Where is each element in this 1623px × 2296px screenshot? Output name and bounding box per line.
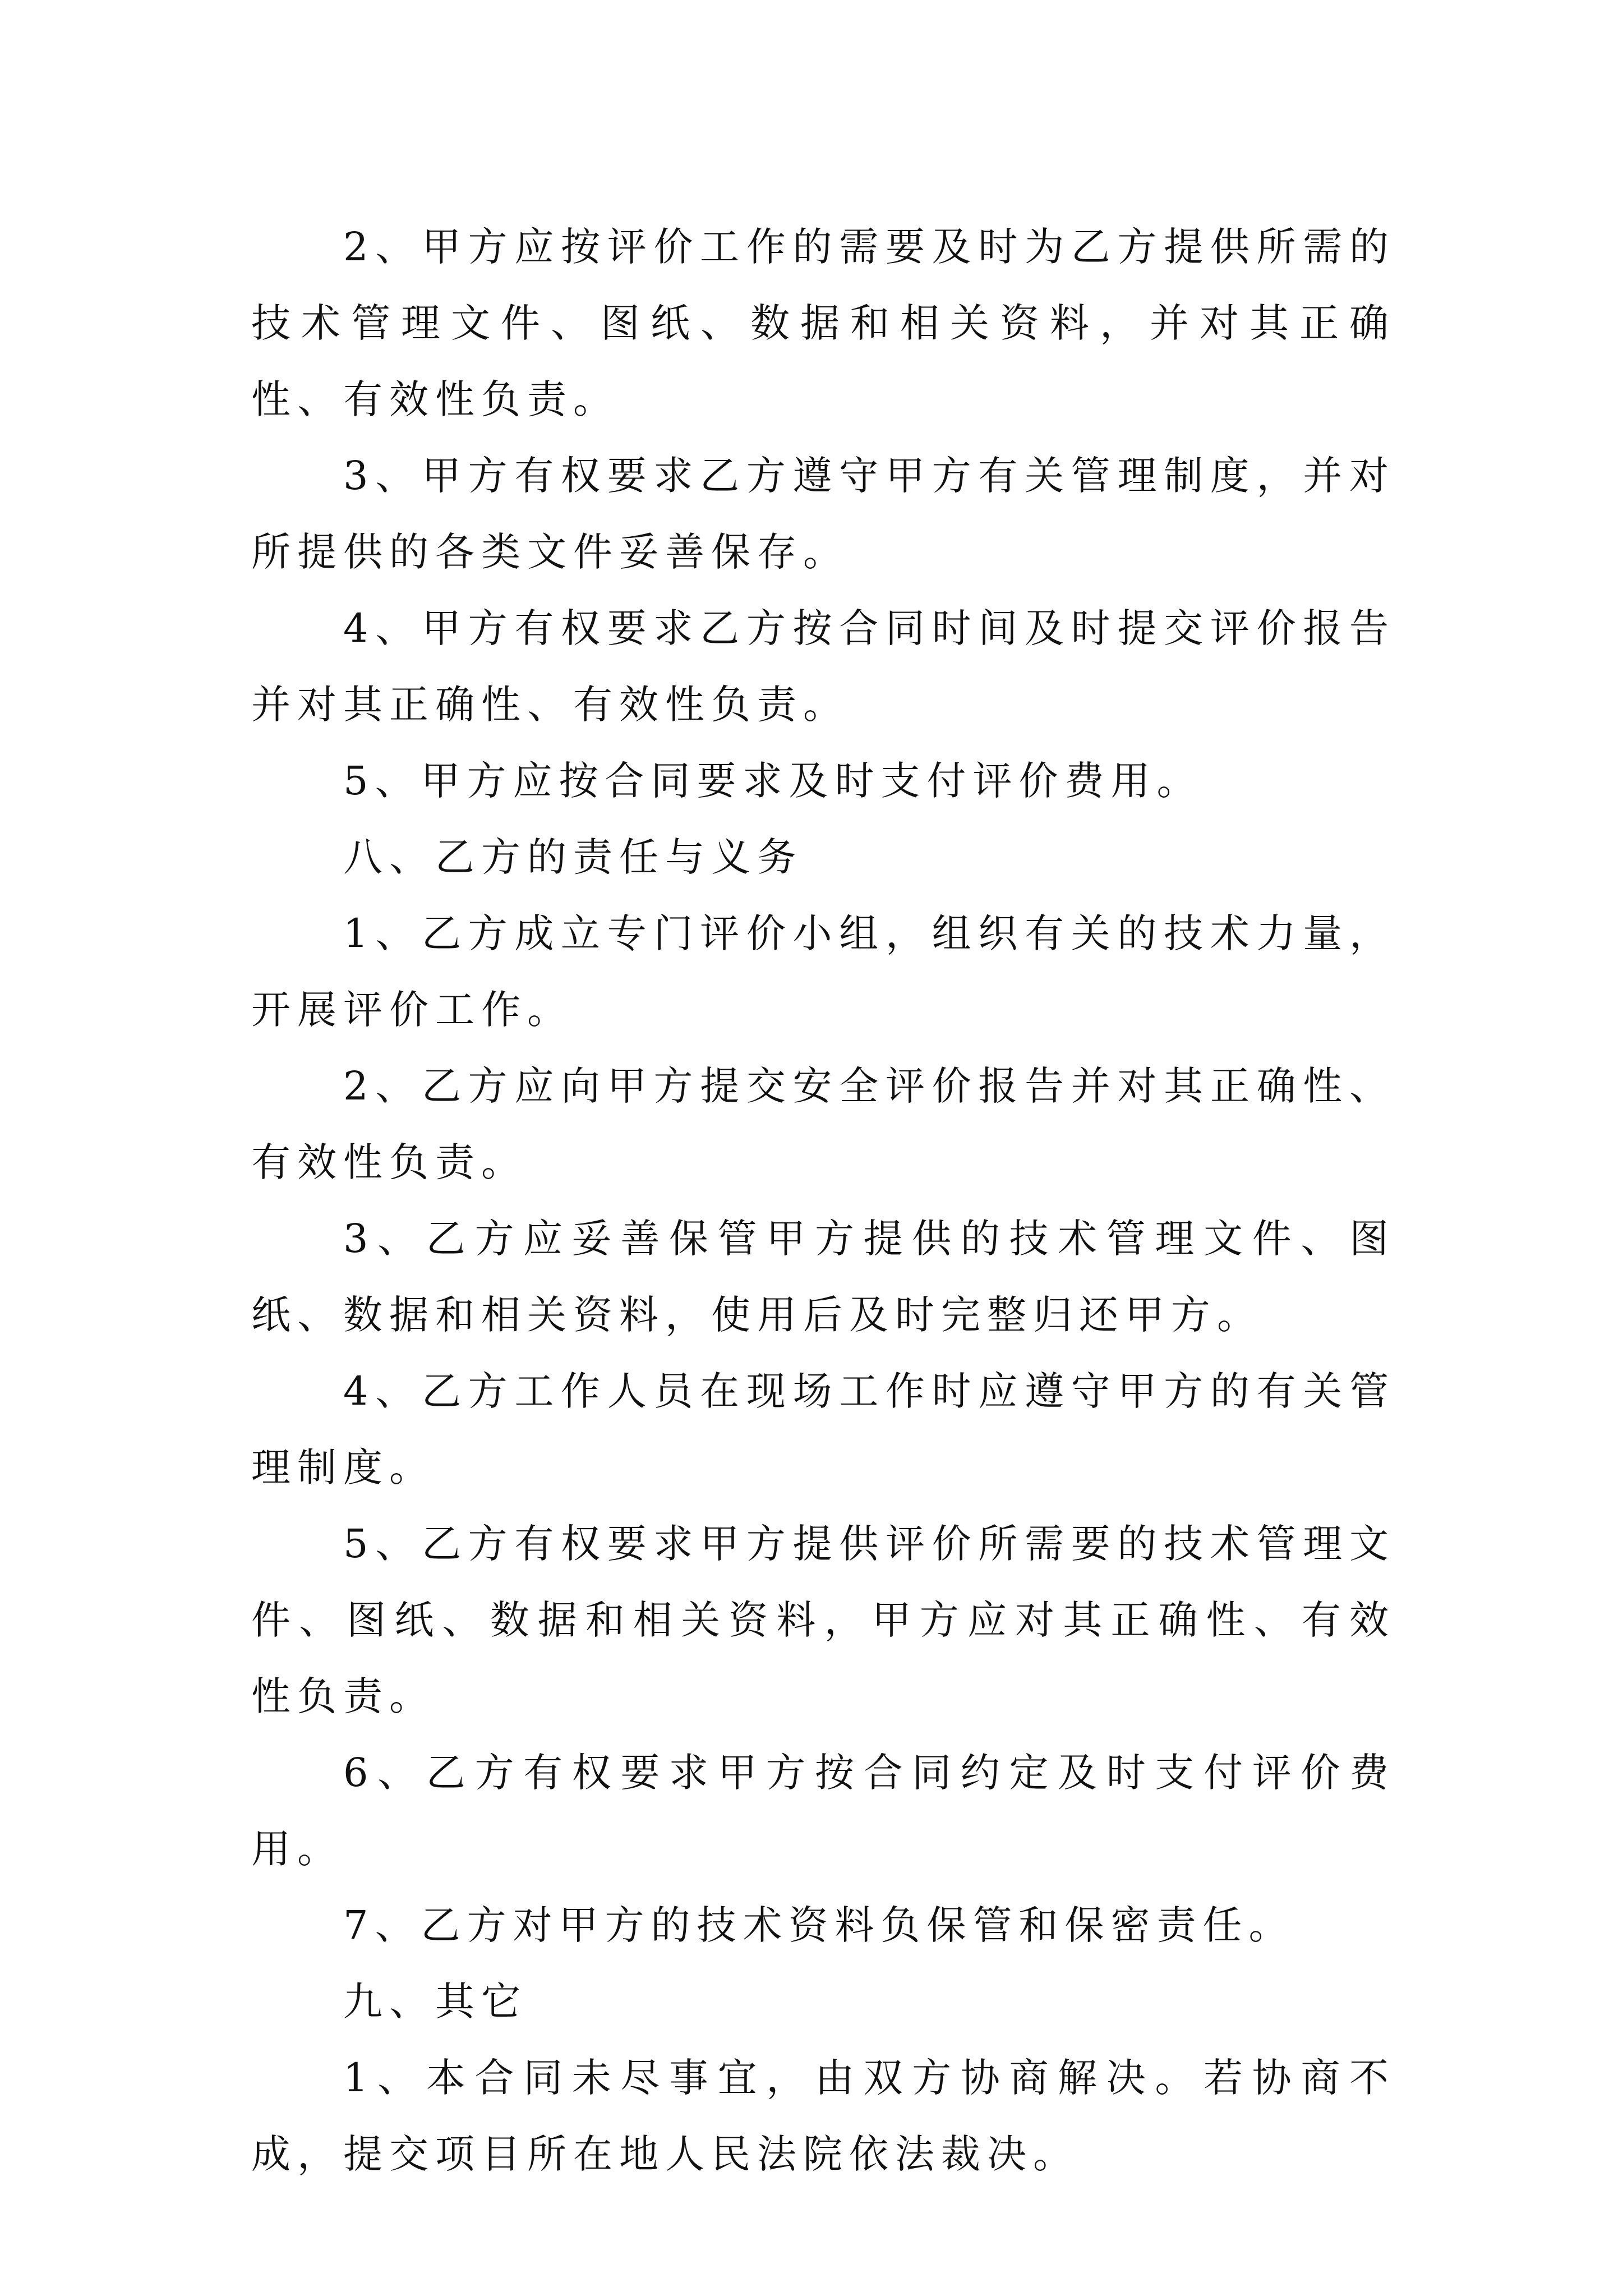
clause-party-b-4: 4、乙方工作人员在现场工作时应遵守甲方的有关管理制度。 <box>251 1368 1395 1490</box>
clause-party-a-2: 2、甲方应按评价工作的需要及时为乙方提供所需的技术管理文件、图纸、数据和相关资料，并对其正确性、有效性负责。 <box>251 224 1395 422</box>
clause-party-b-5: 5、乙方有权要求甲方提供评价所需要的技术管理文件、图纸、数据和相关资料，甲方应对其正确性、有效性负责。 <box>251 1521 1395 1719</box>
clause-party-a-3: 3、甲方有权要求乙方遵守甲方有关管理制度，并对所提供的各类文件妥善保存。 <box>251 453 1395 575</box>
section-heading-party-b: 八、乙方的责任与义务 <box>343 834 803 880</box>
clause-other-1: 1、本合同未尽事宜，由双方协商解决。若协商不成，提交项目所在地人民法院依法裁决。 <box>251 2055 1395 2177</box>
clause-party-b-3: 3、乙方应妥善保管甲方提供的技术管理文件、图纸、数据和相关资料，使用后及时完整归还甲方。 <box>251 1216 1395 1338</box>
clause-party-b-2: 2、乙方应向甲方提交安全评价报告并对其正确性、有效性负责。 <box>251 1063 1395 1185</box>
section-heading-other: 九、其它 <box>343 1978 527 2024</box>
clause-party-a-5: 5、甲方应按合同要求及时支付评价费用。 <box>343 758 1203 804</box>
clause-party-b-7: 7、乙方对甲方的技术资料负保管和保密责任。 <box>343 1902 1295 1948</box>
clause-party-b-1: 1、乙方成立专门评价小组，组织有关的技术力量，开展评价工作。 <box>251 910 1395 1033</box>
clause-party-b-6: 6、乙方有权要求甲方按合同约定及时支付评价费用。 <box>251 1750 1395 1872</box>
clause-party-a-4: 4、甲方有权要求乙方按合同时间及时提交评价报告并对其正确性、有效性负责。 <box>251 605 1395 728</box>
document-body <box>251 209 1395 2192</box>
